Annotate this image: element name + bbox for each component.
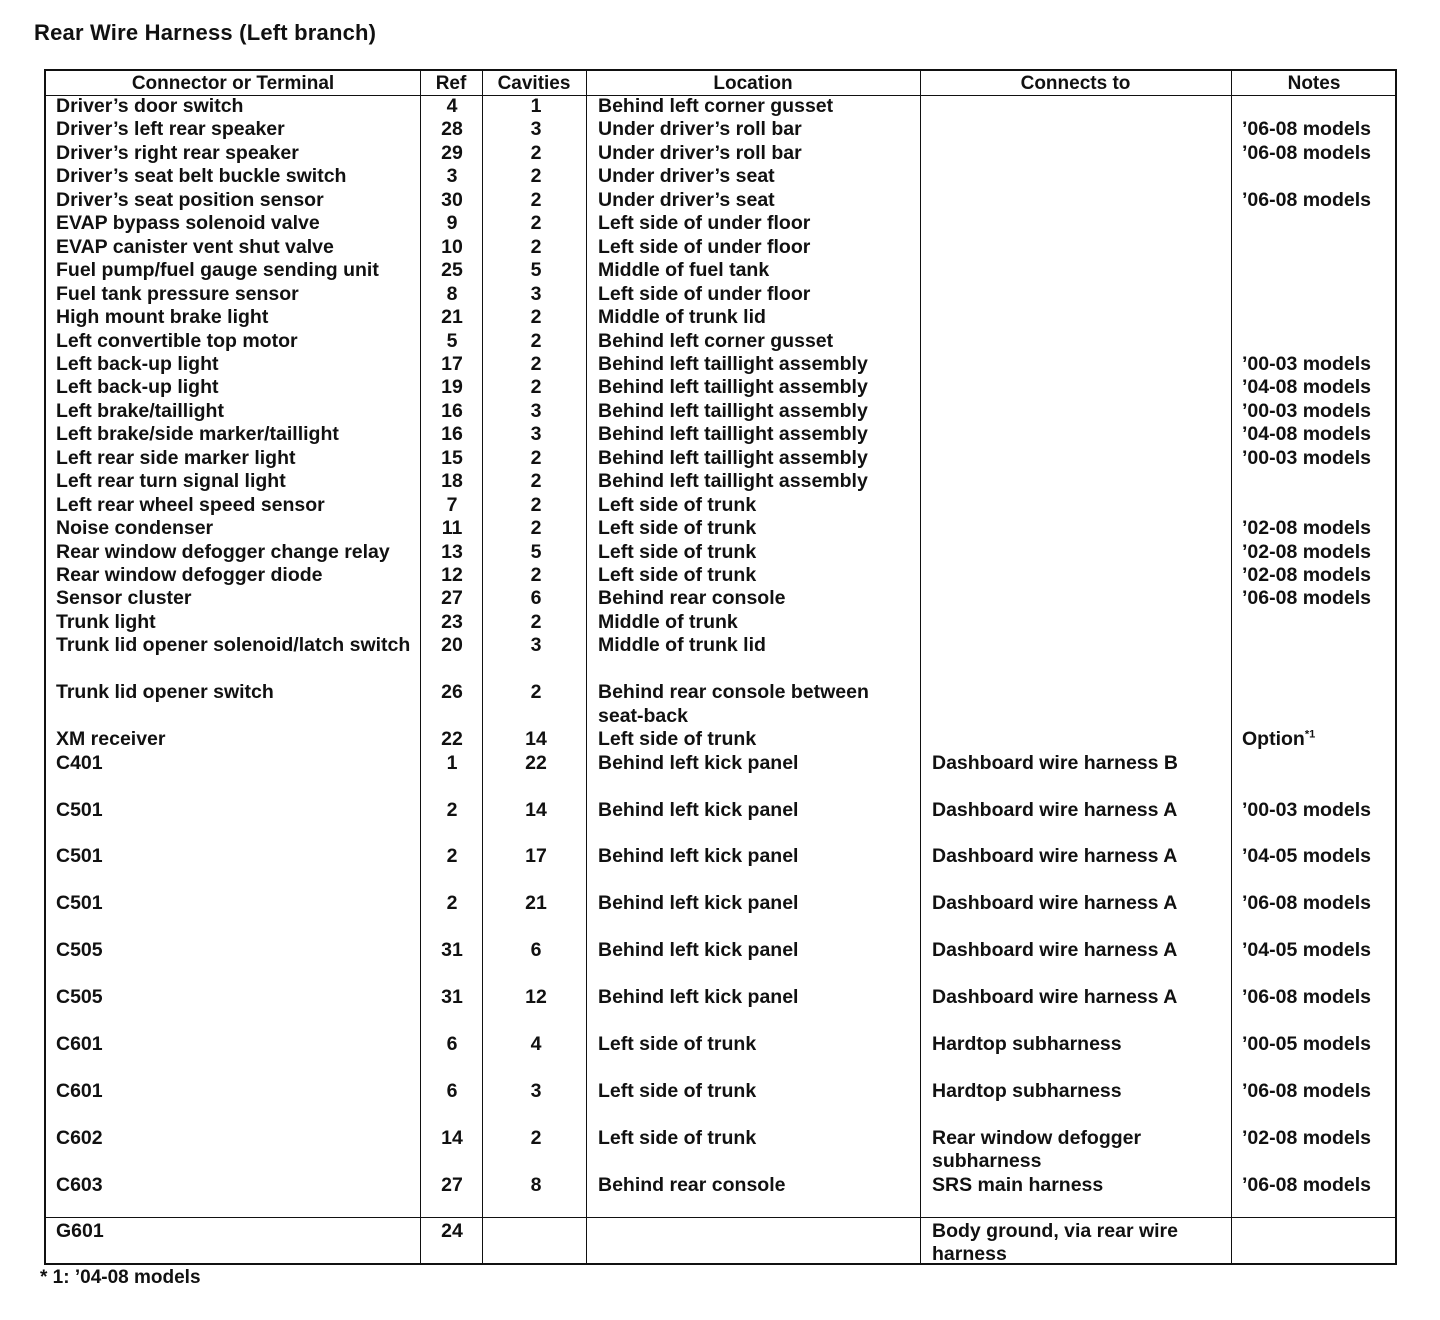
ref-cell: 17 (441, 352, 463, 375)
cavities-cell: 3 (530, 399, 542, 422)
cavities-cell: 2 (530, 141, 542, 164)
ref-cell: 2 (446, 892, 458, 915)
notes-cell: ’06-08 models (1242, 141, 1371, 164)
connector-cell: C501 (56, 798, 103, 821)
ref-cell: 6 (446, 1079, 458, 1102)
ref-cell: 8 (446, 282, 458, 305)
ref-cell: 20 (441, 634, 463, 657)
connector-cell: Driver’s door switch (56, 95, 244, 117)
notes-cell: ’02-08 models (1242, 564, 1371, 586)
location-cell: Left side of trunk (598, 1079, 757, 1102)
location-cell: Behind left taillight assembly (598, 470, 868, 493)
ref-cell: 31 (441, 986, 463, 1009)
connector-cell: Rear window defogger diode (56, 564, 323, 586)
location-cell: Behind left kick panel (598, 845, 799, 868)
location-cell: Left side of trunk (598, 564, 757, 586)
ref-cell: 1 (446, 751, 458, 774)
location-cell: Middle of trunk lid (598, 634, 766, 657)
connector-cell: High mount brake light (56, 306, 269, 329)
cavities-cell: 6 (530, 939, 542, 962)
ref-cell: 11 (441, 517, 463, 540)
ref-cell: 28 (441, 118, 463, 141)
connector-cell: Driver’s seat position sensor (56, 188, 324, 211)
header-connects-to: Connects to (1020, 73, 1131, 94)
location-cell: Behind left taillight assembly (598, 352, 868, 375)
connector-cell: Rear window defogger change relay (56, 540, 390, 563)
connector-cell: Driver’s left rear speaker (56, 118, 285, 141)
connector-cell: Driver’s seat belt buckle switch (56, 165, 347, 188)
connector-cell: Fuel tank pressure sensor (56, 282, 299, 305)
location-cell: Middle of fuel tank (598, 259, 770, 282)
cavities-cell: 2 (530, 493, 542, 516)
location-cell: Behind left taillight assembly (598, 399, 868, 422)
connector-cell: C601 (56, 1079, 103, 1102)
cavities-cell: 3 (530, 282, 542, 305)
notes-cell: ’00-03 models (1242, 352, 1371, 375)
cavities-cell: 2 (530, 564, 542, 586)
ref-cell: 2 (446, 845, 458, 868)
connector-cell: C505 (56, 939, 103, 962)
connector-cell: XM receiver (56, 728, 166, 751)
notes-cell: ’06-08 models (1242, 118, 1371, 141)
ref-cell: 12 (441, 564, 463, 586)
location-cell: Behind left taillight assembly (598, 446, 868, 469)
ground-row-divider (46, 1217, 1395, 1218)
cavities-cell: 6 (530, 587, 542, 610)
location-cell: Behind rear console (598, 1173, 786, 1196)
notes-cell: Option$^{*1}$ (1242, 728, 1316, 751)
ref-cell: 14 (441, 1126, 463, 1149)
cavities-cell: 2 (530, 352, 542, 375)
location-cell: Left side of trunk (598, 1033, 757, 1055)
connector-cell: Noise condenser (56, 517, 214, 540)
location-cell: Behind left kick panel (598, 751, 799, 774)
location-cell: Under driver’s roll bar (598, 141, 802, 164)
ref-cell: 22 (441, 728, 463, 751)
ref-cell: 10 (441, 235, 463, 258)
location-cell: Behind left taillight assembly (598, 376, 868, 399)
connector-cell: C401 (56, 751, 103, 774)
cavities-cell: 2 (530, 446, 542, 469)
notes-cell: ’00-03 models (1242, 399, 1371, 422)
location-cell: Behind left corner gusset (598, 95, 834, 117)
location-cell: Middle of trunk lid (598, 306, 766, 329)
connector-cell: Driver’s right rear speaker (56, 141, 299, 164)
ref-cell: 18 (441, 470, 463, 493)
connector-cell: C505 (56, 986, 103, 1009)
header-notes: Notes (1287, 73, 1341, 94)
location-cell: Left side of trunk (598, 517, 757, 540)
cavities-cell: 5 (530, 540, 542, 563)
connector-cell: Left rear side marker light (56, 446, 296, 469)
header-connector: Connector or Terminal (131, 73, 335, 94)
location-cell: Middle of trunk (598, 610, 738, 633)
notes-cell: ’06-08 models (1242, 188, 1371, 211)
connector-cell: Left rear turn signal light (56, 470, 286, 493)
connects-to-cell: Hardtop subharness (932, 1079, 1122, 1102)
notes-cell: ’06-08 models (1242, 1173, 1371, 1196)
location-cell: Left side of under floor (598, 212, 811, 235)
ref-cell: 31 (441, 939, 463, 962)
connector-cell: C602 (56, 1126, 103, 1149)
cavities-cell: 4 (530, 1033, 542, 1055)
header-cavities: Cavities (497, 73, 571, 94)
connector-cell: Trunk lid opener switch (56, 681, 274, 704)
connector-cell: Left back-up light (56, 376, 219, 399)
location-cell: Under driver’s seat (598, 165, 775, 188)
footnote-marker: *1 (1304, 728, 1316, 741)
ref-cell: 15 (441, 446, 463, 469)
harness-table (44, 69, 1397, 1265)
notes-cell: ’06-08 models (1242, 892, 1371, 915)
ref-cell: 7 (446, 493, 458, 516)
connects-to-cell: Dashboard wire harness A (932, 986, 1178, 1009)
notes-cell: ’02-08 models (1242, 1126, 1371, 1149)
notes-cell: ’00-03 models (1242, 798, 1371, 821)
cavities-cell: 1 (530, 95, 542, 117)
notes-cell: ’00-03 models (1242, 446, 1371, 469)
connector-cell: G601 (56, 1220, 104, 1242)
connector-cell: Trunk light (56, 610, 156, 633)
connector-cell: Fuel pump/fuel gauge sending unit (56, 259, 379, 282)
cavities-cell: 3 (530, 118, 542, 141)
cavities-cell: 22 (525, 751, 547, 774)
connector-cell: C501 (56, 892, 103, 915)
notes-cell: ’04-05 models (1242, 939, 1371, 962)
connector-cell: C501 (56, 845, 103, 868)
connector-cell: Left brake/side marker/taillight (56, 423, 339, 446)
connector-cell: Left rear wheel speed sensor (56, 493, 325, 516)
location-cell: Left side of trunk (598, 1126, 757, 1149)
connector-cell: EVAP canister vent shut valve (56, 235, 334, 258)
connector-cell: Left back-up light (56, 352, 219, 375)
cavities-cell: 2 (530, 306, 542, 329)
ref-cell: 23 (441, 610, 463, 633)
ref-cell: 16 (441, 399, 463, 422)
column-divider (920, 71, 921, 1263)
footnote: * 1: ’04-08 models (40, 1267, 201, 1288)
connector-cell: Left brake/taillight (56, 399, 224, 422)
cavities-cell: 3 (530, 1079, 542, 1102)
ref-cell: 9 (446, 212, 458, 235)
location-cell: Behind left kick panel (598, 986, 799, 1009)
connects-to-cell: Dashboard wire harness B (932, 751, 1178, 774)
header-ref: Ref (435, 73, 467, 94)
notes-cell: ’00-05 models (1242, 1033, 1371, 1055)
cavities-cell: 2 (530, 212, 542, 235)
connects-to-cell: Dashboard wire harness A (932, 939, 1178, 962)
location-cell: Left side of under floor (598, 235, 811, 258)
connector-cell: Trunk lid opener solenoid/latch switch (56, 634, 411, 657)
notes-cell: ’04-05 models (1242, 845, 1371, 868)
cavities-cell: 2 (530, 470, 542, 493)
cavities-cell: 2 (530, 681, 542, 704)
notes-cell: ’02-08 models (1242, 540, 1371, 563)
cavities-cell: 3 (530, 423, 542, 446)
notes-cell: ’06-08 models (1242, 587, 1371, 610)
location-cell: Left side of trunk (598, 493, 757, 516)
cavities-cell: 2 (530, 165, 542, 188)
cavities-cell: 14 (525, 728, 547, 751)
cavities-cell: 5 (530, 259, 542, 282)
location-cell: Under driver’s seat (598, 188, 775, 211)
cavities-cell: 3 (530, 634, 542, 657)
notes-cell: ’06-08 models (1242, 986, 1371, 1009)
location-cell: Behind left kick panel (598, 798, 799, 821)
ref-cell: 21 (441, 306, 463, 329)
cavities-cell: 17 (525, 845, 547, 868)
cavities-cell: 2 (530, 188, 542, 211)
header-location: Location (713, 73, 793, 94)
ref-cell: 25 (441, 259, 463, 282)
cavities-cell: 12 (525, 986, 547, 1009)
connects-to-cell: Rear window defogger subharness (932, 1126, 1142, 1173)
ref-cell: 19 (441, 376, 463, 399)
location-cell: Behind rear console (598, 587, 786, 610)
cavities-cell: 2 (530, 376, 542, 399)
notes-cell: ’04-08 models (1242, 423, 1371, 446)
location-cell: Behind left kick panel (598, 939, 799, 962)
connector-cell: Left convertible top motor (56, 329, 298, 352)
notes-cell: ’04-08 models (1242, 376, 1371, 399)
ref-cell: 26 (441, 681, 463, 704)
connects-to-cell: SRS main harness (932, 1173, 1104, 1196)
connector-cell: C603 (56, 1173, 103, 1196)
cavities-cell: 21 (525, 892, 547, 915)
ref-cell: 30 (441, 188, 463, 211)
ref-cell: 27 (441, 587, 463, 610)
connects-to-cell: Dashboard wire harness A (932, 845, 1178, 868)
cavities-cell: 2 (530, 610, 542, 633)
connector-cell: Sensor cluster (56, 587, 192, 610)
ref-cell: 6 (446, 1033, 458, 1055)
location-cell: Left side of trunk (598, 540, 757, 563)
connects-to-cell: Hardtop subharness (932, 1033, 1122, 1055)
location-cell: Behind left kick panel (598, 892, 799, 915)
connector-cell: C601 (56, 1033, 103, 1055)
cavities-cell: 2 (530, 517, 542, 540)
notes-cell: ’02-08 models (1242, 517, 1371, 540)
ref-cell: 27 (441, 1173, 463, 1196)
location-cell: Under driver’s roll bar (598, 118, 802, 141)
page-title: Rear Wire Harness (Left branch) (34, 20, 377, 45)
cavities-cell: 2 (530, 1126, 542, 1149)
location-cell: Behind left taillight assembly (598, 423, 868, 446)
cavities-cell: 2 (530, 235, 542, 258)
connects-to-cell: Body ground, via rear wire harness (932, 1220, 1178, 1266)
location-cell: Left side of trunk (598, 728, 757, 751)
ref-cell: 3 (446, 165, 458, 188)
notes-cell: ’06-08 models (1242, 1079, 1371, 1102)
cavities-cell: 8 (530, 1173, 542, 1196)
connects-to-cell: Dashboard wire harness A (932, 892, 1178, 915)
location-cell: Behind rear console between seat-back (598, 681, 869, 727)
location-cell: Left side of under floor (598, 282, 811, 305)
cavities-cell: 14 (525, 798, 547, 821)
ref-cell: 13 (441, 540, 463, 563)
ref-cell: 24 (441, 1220, 463, 1242)
cavities-cell: 2 (530, 329, 542, 352)
ref-cell: 5 (446, 329, 458, 352)
location-cell: Behind left corner gusset (598, 329, 834, 352)
ref-cell: 16 (441, 423, 463, 446)
ref-cell: 2 (446, 798, 458, 821)
connector-cell: EVAP bypass solenoid valve (56, 212, 320, 235)
ref-cell: 4 (446, 95, 458, 117)
ref-cell: 29 (441, 141, 463, 164)
connects-to-cell: Dashboard wire harness A (932, 798, 1178, 821)
